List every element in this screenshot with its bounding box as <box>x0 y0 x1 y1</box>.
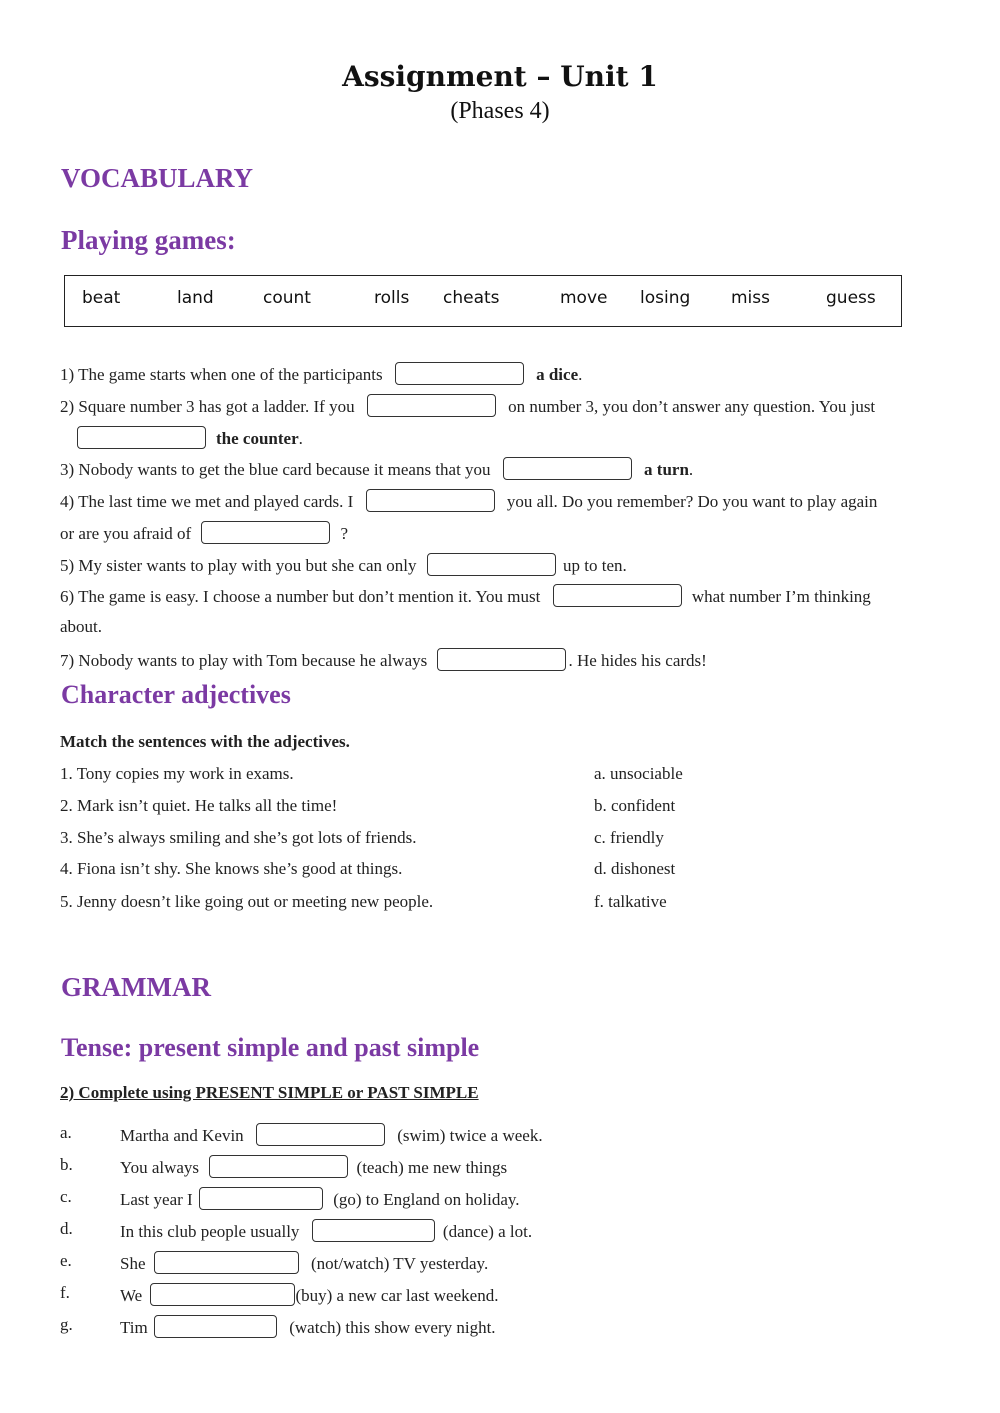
match-adjective[interactable]: b. confident <box>594 796 676 815</box>
grammar-instruction: 2) Complete using PRESENT SIMPLE or PAST SIMPLE <box>60 1083 479 1102</box>
answer-box-a[interactable] <box>256 1123 385 1146</box>
answer-box-q2a[interactable] <box>367 394 496 417</box>
answer-box-q7[interactable] <box>437 648 566 671</box>
match-instruction: Match the sentences with the adjectives. <box>60 732 350 751</box>
playing-games-heading: Playing games: <box>61 225 236 255</box>
answer-box-q5[interactable] <box>427 553 556 576</box>
answer-box-q4a[interactable] <box>366 489 495 512</box>
answer-box-f[interactable] <box>150 1283 295 1306</box>
word-bank-item[interactable]: losing <box>640 288 691 308</box>
grammar-item-letter: e. <box>60 1251 72 1270</box>
word-bank-item[interactable]: beat <box>82 288 121 308</box>
question-2-line-2: the counter. <box>77 426 303 449</box>
grammar-item: You always (teach) me new things <box>120 1155 507 1178</box>
answer-box-q3[interactable] <box>503 457 632 480</box>
word-bank <box>64 275 902 327</box>
question-3: 3) Nobody wants to get the blue card because it means that you a turn. <box>60 457 693 480</box>
answer-box-q2b[interactable] <box>77 426 206 449</box>
grammar-item: Last year I (go) to England on holiday. <box>120 1187 520 1210</box>
word-bank-item[interactable]: rolls <box>374 288 410 308</box>
match-sentence: 1. Tony copies my work in exams. <box>60 764 294 783</box>
question-6: 6) The game is easy. I choose a number but don’t mention it. You must what number I’m thinking <box>60 584 871 607</box>
answer-box-c[interactable] <box>199 1187 323 1210</box>
word-bank-item[interactable]: guess <box>826 288 876 308</box>
page-title: Assignment – Unit 1 <box>342 60 658 93</box>
answer-box-b[interactable] <box>209 1155 348 1178</box>
match-adjective[interactable]: d. dishonest <box>594 859 676 878</box>
grammar-item: In this club people usually (dance) a lot. <box>120 1219 532 1242</box>
match-adjective[interactable]: f. talkative <box>594 892 667 911</box>
grammar-item: She (not/watch) TV yesterday. <box>120 1251 488 1274</box>
match-sentence: 3. She’s always smiling and she’s got lots of friends. <box>60 828 417 847</box>
vocabulary-heading: VOCABULARY <box>61 163 254 193</box>
question-4-line-2: or are you afraid of ? <box>60 521 348 544</box>
answer-box-q1[interactable] <box>395 362 524 385</box>
question-4: 4) The last time we met and played cards. I you all. Do you remember? Do you want to play again <box>60 489 877 512</box>
grammar-item-letter: g. <box>60 1315 73 1334</box>
character-adjectives-heading: Character adjectives <box>61 680 291 709</box>
match-adjective[interactable]: a. unsociable <box>594 764 683 783</box>
word-bank-item[interactable]: cheats <box>443 288 500 308</box>
grammar-item-letter: b. <box>60 1155 73 1174</box>
tense-heading: Tense: present simple and past simple <box>61 1033 480 1062</box>
answer-box-q6[interactable] <box>553 584 682 607</box>
question-5: 5) My sister wants to play with you but she can only up to ten. <box>60 553 627 576</box>
page-subtitle: (Phases 4) <box>450 98 550 124</box>
answer-box-q4b[interactable] <box>201 521 330 544</box>
word-bank-item[interactable]: land <box>177 288 214 308</box>
grammar-item: Martha and Kevin (swim) twice a week. <box>120 1123 543 1146</box>
grammar-item-letter: f. <box>60 1283 70 1302</box>
word-bank-item[interactable]: count <box>263 288 311 308</box>
match-sentence: 4. Fiona isn’t shy. She knows she’s good at things. <box>60 859 403 878</box>
answer-box-d[interactable] <box>312 1219 435 1242</box>
match-adjective[interactable]: c. friendly <box>594 828 664 847</box>
question-1: 1) The game starts when one of the participants a dice. <box>60 362 582 385</box>
grammar-item-letter: d. <box>60 1219 73 1238</box>
grammar-heading: GRAMMAR <box>61 972 211 1002</box>
grammar-item-letter: a. <box>60 1123 72 1142</box>
grammar-item: Tim (watch) this show every night. <box>120 1315 496 1338</box>
answer-box-e[interactable] <box>154 1251 299 1274</box>
word-bank-item[interactable]: move <box>560 288 608 308</box>
question-7: 7) Nobody wants to play with Tom because he always . He hides his cards! <box>60 648 707 671</box>
answer-box-g[interactable] <box>154 1315 277 1338</box>
question-2: 2) Square number 3 has got a ladder. If you on number 3, you don’t answer any question. You just <box>60 394 875 417</box>
grammar-item-letter: c. <box>60 1187 72 1206</box>
match-sentence: 5. Jenny doesn’t like going out or meeting new people. <box>60 892 434 911</box>
word-bank-item[interactable]: miss <box>731 288 770 308</box>
question-6-line-2: about. <box>60 617 103 636</box>
match-sentence: 2. Mark isn’t quiet. He talks all the time! <box>60 796 338 815</box>
grammar-item: We (buy) a new car last weekend. <box>120 1283 498 1306</box>
